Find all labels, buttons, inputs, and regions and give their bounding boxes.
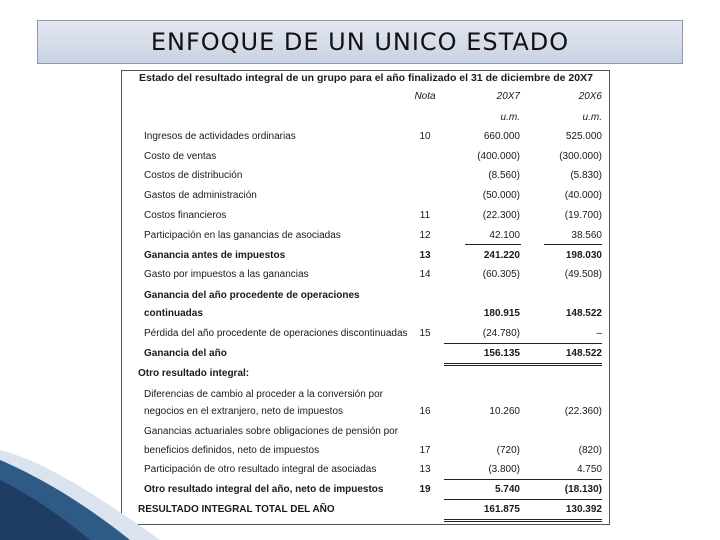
- row-label: Costos financieros: [144, 210, 227, 221]
- row-note: 13: [419, 464, 431, 475]
- subtotal-rule: [444, 343, 602, 344]
- note-column-header: Nota: [414, 91, 436, 102]
- table-row: [122, 170, 611, 184]
- table-row: [122, 348, 611, 362]
- table-row: [122, 230, 611, 244]
- table-row: [122, 484, 611, 498]
- row-label: beneficios definidos, neto de impuestos: [144, 445, 320, 456]
- row-label: Ingresos de actividades ordinarias: [144, 131, 296, 142]
- income-statement-document: [121, 70, 610, 525]
- table-row: [122, 426, 611, 440]
- decorative-wave-shape: [0, 440, 160, 540]
- row-label: continuadas: [144, 308, 203, 319]
- row-value-20x7: (50.000): [482, 190, 520, 201]
- table-row: [122, 464, 611, 478]
- total-rule: [444, 363, 602, 364]
- table-row: [122, 328, 611, 342]
- row-note: 15: [419, 328, 431, 339]
- subtotal-rule: [465, 244, 521, 245]
- table-row: [122, 151, 611, 165]
- row-label: Participación en las ganancias de asociadas: [144, 230, 341, 241]
- units-row: [122, 112, 611, 126]
- units-20x7: u.m.: [500, 112, 520, 123]
- total-rule: [444, 365, 602, 366]
- subtotal-rule: [444, 499, 602, 500]
- row-value-20x7: (400.000): [477, 151, 520, 162]
- row-value-20x7: 42.100: [489, 230, 520, 241]
- table-row: [122, 368, 611, 382]
- row-value-20x6: –: [596, 328, 602, 339]
- row-value-20x7: 10.260: [489, 406, 520, 417]
- table-row: [122, 504, 611, 518]
- row-value-20x7: 241.220: [483, 250, 520, 261]
- row-note: 14: [419, 269, 431, 280]
- table-row: [122, 269, 611, 283]
- row-value-20x6: (22.360): [564, 406, 602, 417]
- row-value-20x6: 4.750: [576, 464, 602, 475]
- row-value-20x6: (19.700): [564, 210, 602, 221]
- row-note: 10: [419, 131, 431, 142]
- row-note: 11: [419, 210, 431, 221]
- table-row: [122, 190, 611, 204]
- row-value-20x6: (40.000): [564, 190, 602, 201]
- row-label: Diferencias de cambio al proceder a la conversión por: [144, 389, 384, 400]
- row-value-20x7: (720): [496, 445, 520, 456]
- row-value-20x7: 5.740: [494, 484, 520, 495]
- row-note: 19: [419, 484, 431, 495]
- table-row: [122, 308, 611, 322]
- row-value-20x6: (49.508): [564, 269, 602, 280]
- table-row: [122, 389, 611, 403]
- column-header-row: [122, 91, 611, 105]
- slide-title-bar: [37, 20, 683, 64]
- row-value-20x7: 161.875: [483, 504, 520, 515]
- row-note: 17: [419, 445, 431, 456]
- row-value-20x6: (300.000): [559, 151, 602, 162]
- year-20x6-header: 20X6: [578, 91, 602, 102]
- table-row: [122, 406, 611, 420]
- statement-title: Estado del resultado integral de un grupo para el año finalizado el 31 de diciembre de 20X7: [139, 72, 593, 84]
- slide-title: ENFOQUE DE UN UNICO ESTADO: [150, 28, 570, 56]
- table-row: [122, 445, 611, 459]
- year-20x7-header: 20X7: [496, 91, 520, 102]
- table-row: [122, 290, 611, 304]
- table-row: [122, 250, 611, 264]
- row-label: RESULTADO INTEGRAL TOTAL DEL AÑO: [138, 504, 335, 515]
- row-label: negocios en el extranjero, neto de impuestos: [144, 406, 344, 417]
- row-label: Pérdida del año procedente de operaciones discontinuadas: [144, 328, 408, 339]
- row-label: Costos de distribución: [144, 170, 243, 181]
- total-rule: [444, 521, 602, 522]
- row-value-20x7: 660.000: [483, 131, 520, 142]
- row-value-20x7: 180.915: [483, 308, 520, 319]
- row-label: Participación de otro resultado integral de asociadas: [144, 464, 377, 475]
- total-rule: [444, 519, 602, 520]
- row-value-20x7: (8.560): [488, 170, 520, 181]
- row-label: Gasto por impuestos a las ganancias: [144, 269, 309, 280]
- row-value-20x7: (60.305): [482, 269, 520, 280]
- subtotal-rule: [544, 244, 602, 245]
- row-label: Ganancia del año procedente de operaciones: [144, 290, 360, 301]
- units-20x6: u.m.: [582, 112, 602, 123]
- row-value-20x6: 130.392: [565, 504, 602, 515]
- row-note: 13: [419, 250, 431, 261]
- table-row: [122, 210, 611, 224]
- table-row: [122, 131, 611, 145]
- row-note: 16: [419, 406, 431, 417]
- row-value-20x6: 148.522: [565, 308, 602, 319]
- row-value-20x7: (3.800): [488, 464, 520, 475]
- row-note: 12: [419, 230, 431, 241]
- row-value-20x6: 525.000: [565, 131, 602, 142]
- row-value-20x6: 148.522: [565, 348, 602, 359]
- row-value-20x6: 38.560: [571, 230, 602, 241]
- row-label: Otro resultado integral del año, neto de impuestos: [144, 484, 384, 495]
- row-value-20x7: (22.300): [482, 210, 520, 221]
- row-label: Otro resultado integral:: [138, 368, 250, 379]
- row-label: Ganancias actuariales sobre obligaciones de pensión por: [144, 426, 399, 437]
- row-label: Ganancia antes de impuestos: [144, 250, 286, 261]
- row-value-20x7: (24.780): [482, 328, 520, 339]
- row-value-20x6: (820): [578, 445, 602, 456]
- row-value-20x7: 156.135: [483, 348, 520, 359]
- row-value-20x6: (18.130): [564, 484, 602, 495]
- subtotal-rule: [444, 479, 602, 480]
- row-label: Costo de ventas: [144, 151, 217, 162]
- row-label: Ganancia del año: [144, 348, 227, 359]
- row-value-20x6: 198.030: [565, 250, 602, 261]
- row-value-20x6: (5.830): [570, 170, 602, 181]
- row-label: Gastos de administración: [144, 190, 257, 201]
